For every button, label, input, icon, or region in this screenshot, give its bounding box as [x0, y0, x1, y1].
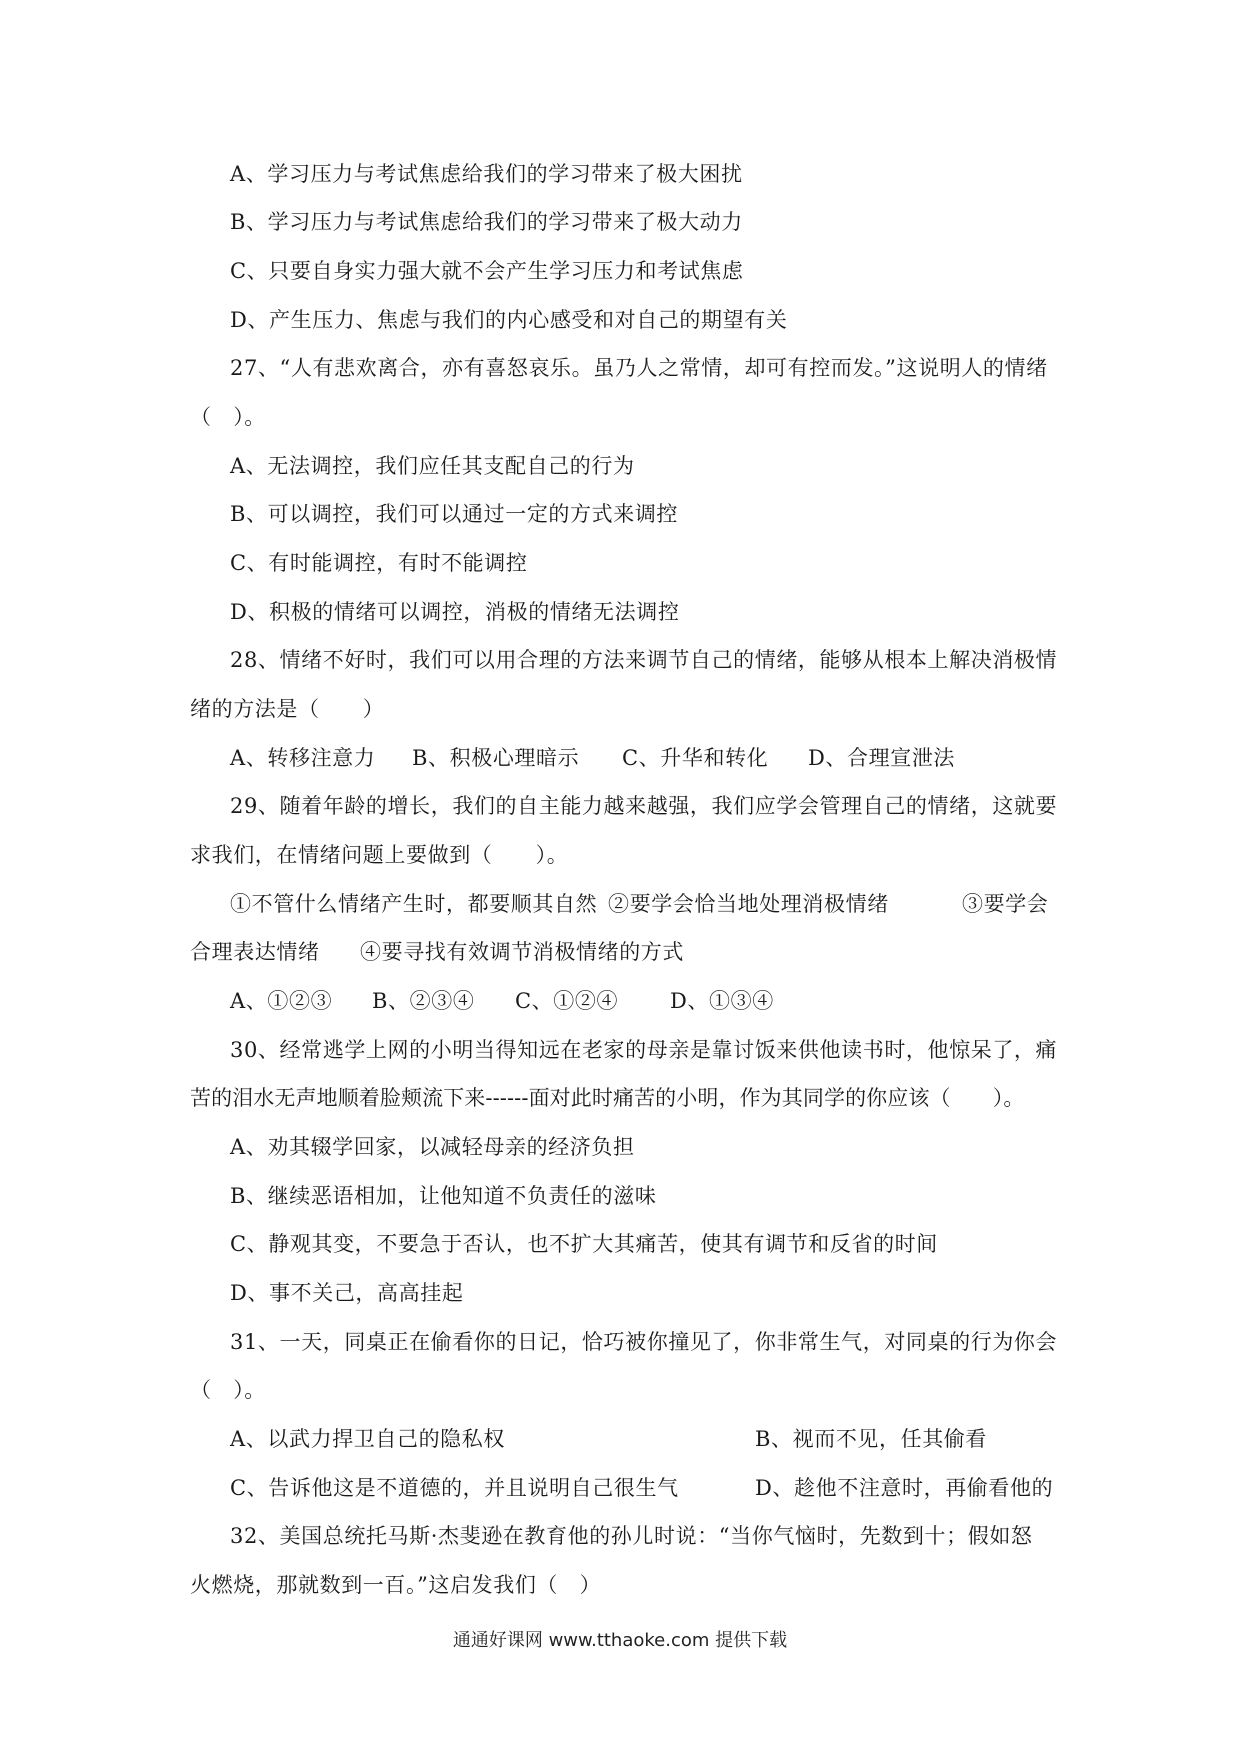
q30-option-a: A、劝其辍学回家，以减轻母亲的经济负担: [230, 1135, 635, 1159]
q29-option-c: C、①②④: [515, 989, 619, 1013]
q29-item-3-end: 合理表达情绪: [190, 940, 320, 964]
q27-stem-line1: 27、“人有悲欢离合，亦有喜怒哀乐。虽乃人之常情，却可有控而发。”这说明人的情绪: [230, 356, 1048, 380]
q31-option-a: A、以武力捍卫自己的隐私权: [230, 1427, 505, 1451]
q30-option-b: B、继续恶语相加，让他知道不负责任的滋味: [230, 1184, 657, 1208]
q26-option-c: C、只要自身实力强大就不会产生学习压力和考试焦虑: [230, 259, 744, 283]
q31-option-c: C、告诉他这是不道德的，并且说明自己很生气: [230, 1476, 679, 1500]
q31-option-d: D、趁他不注意时，再偷看他的: [755, 1476, 1054, 1500]
q32-stem-line1: 32、美国总统托马斯·杰斐逊在教育他的孙儿时说：“当你气恼时，先数到十；假如怒: [230, 1524, 1033, 1548]
q29-option-d: D、①③④: [670, 989, 774, 1013]
q28-option-d: D、合理宣泄法: [808, 746, 956, 770]
q32-stem-line2: 火燃烧，那就数到一百。”这启发我们（ ）: [190, 1573, 602, 1597]
q27-option-d: D、积极的情绪可以调控，消极的情绪无法调控: [230, 600, 680, 624]
q30-option-d: D、事不关己，高高挂起: [230, 1281, 464, 1305]
q31-stem-line2: （ ）。: [190, 1378, 266, 1402]
page-footer: 通通好课网 www.tthaoke.com 提供下载: [452, 1630, 788, 1651]
q30-stem-line2: 苦的泪水无声地顺着脸颊流下来------面对此时痛苦的小明，作为其同学的你应该（ ）。: [190, 1086, 1025, 1110]
q27-stem-line2: （ ）。: [190, 405, 266, 429]
q29-item-3-start: ③要学会: [962, 892, 1049, 916]
q27-option-b: B、可以调控，我们可以通过一定的方式来调控: [230, 502, 679, 526]
q29-stem-line1: 29、随着年龄的增长，我们的自主能力越来越强，我们应学会管理自己的情绪，这就要: [230, 794, 1058, 818]
q27-option-a: A、无法调控，我们应任其支配自己的行为: [230, 454, 635, 478]
q28-stem-line2: 绪的方法是（ ）: [190, 697, 385, 721]
q29-item-4: ④要寻找有效调节消极情绪的方式: [360, 940, 684, 964]
q30-stem-line1: 30、经常逃学上网的小明当得知远在老家的母亲是靠讨饭来供他读书时，他惊呆了，痛: [230, 1038, 1058, 1062]
q28-option-b: B、积极心理暗示: [412, 746, 580, 770]
q26-option-d: D、产生压力、焦虑与我们的内心感受和对自己的期望有关: [230, 308, 788, 332]
q31-stem-line1: 31、一天，同桌正在偷看你的日记，恰巧被你撞见了，你非常生气，对同桌的行为你会: [230, 1330, 1058, 1354]
q28-option-c: C、升华和转化: [622, 746, 769, 770]
q27-option-c: C、有时能调控，有时不能调控: [230, 551, 528, 575]
q26-option-a: A、学习压力与考试焦虑给我们的学习带来了极大困扰: [230, 162, 743, 186]
q26-option-b: B、学习压力与考试焦虑给我们的学习带来了极大动力: [230, 210, 743, 234]
q29-stem-line2: 求我们，在情绪问题上要做到（ ）。: [190, 843, 569, 867]
q29-option-a: A、①②③: [230, 989, 333, 1013]
q31-option-b: B、视而不见，任其偷看: [755, 1427, 988, 1451]
q28-stem-line1: 28、情绪不好时，我们可以用合理的方法来调节自己的情绪，能够从根本上解决消极情: [230, 648, 1058, 672]
q29-option-b: B、②③④: [372, 989, 475, 1013]
q29-item-1: ①不管什么情绪产生时，都要顺其自然: [230, 892, 598, 916]
q30-option-c: C、静观其变，不要急于否认，也不扩大其痛苦，使其有调节和反省的时间: [230, 1232, 938, 1256]
q29-item-2: ②要学会恰当地处理消极情绪: [608, 892, 889, 916]
q28-option-a: A、转移注意力: [230, 746, 376, 770]
